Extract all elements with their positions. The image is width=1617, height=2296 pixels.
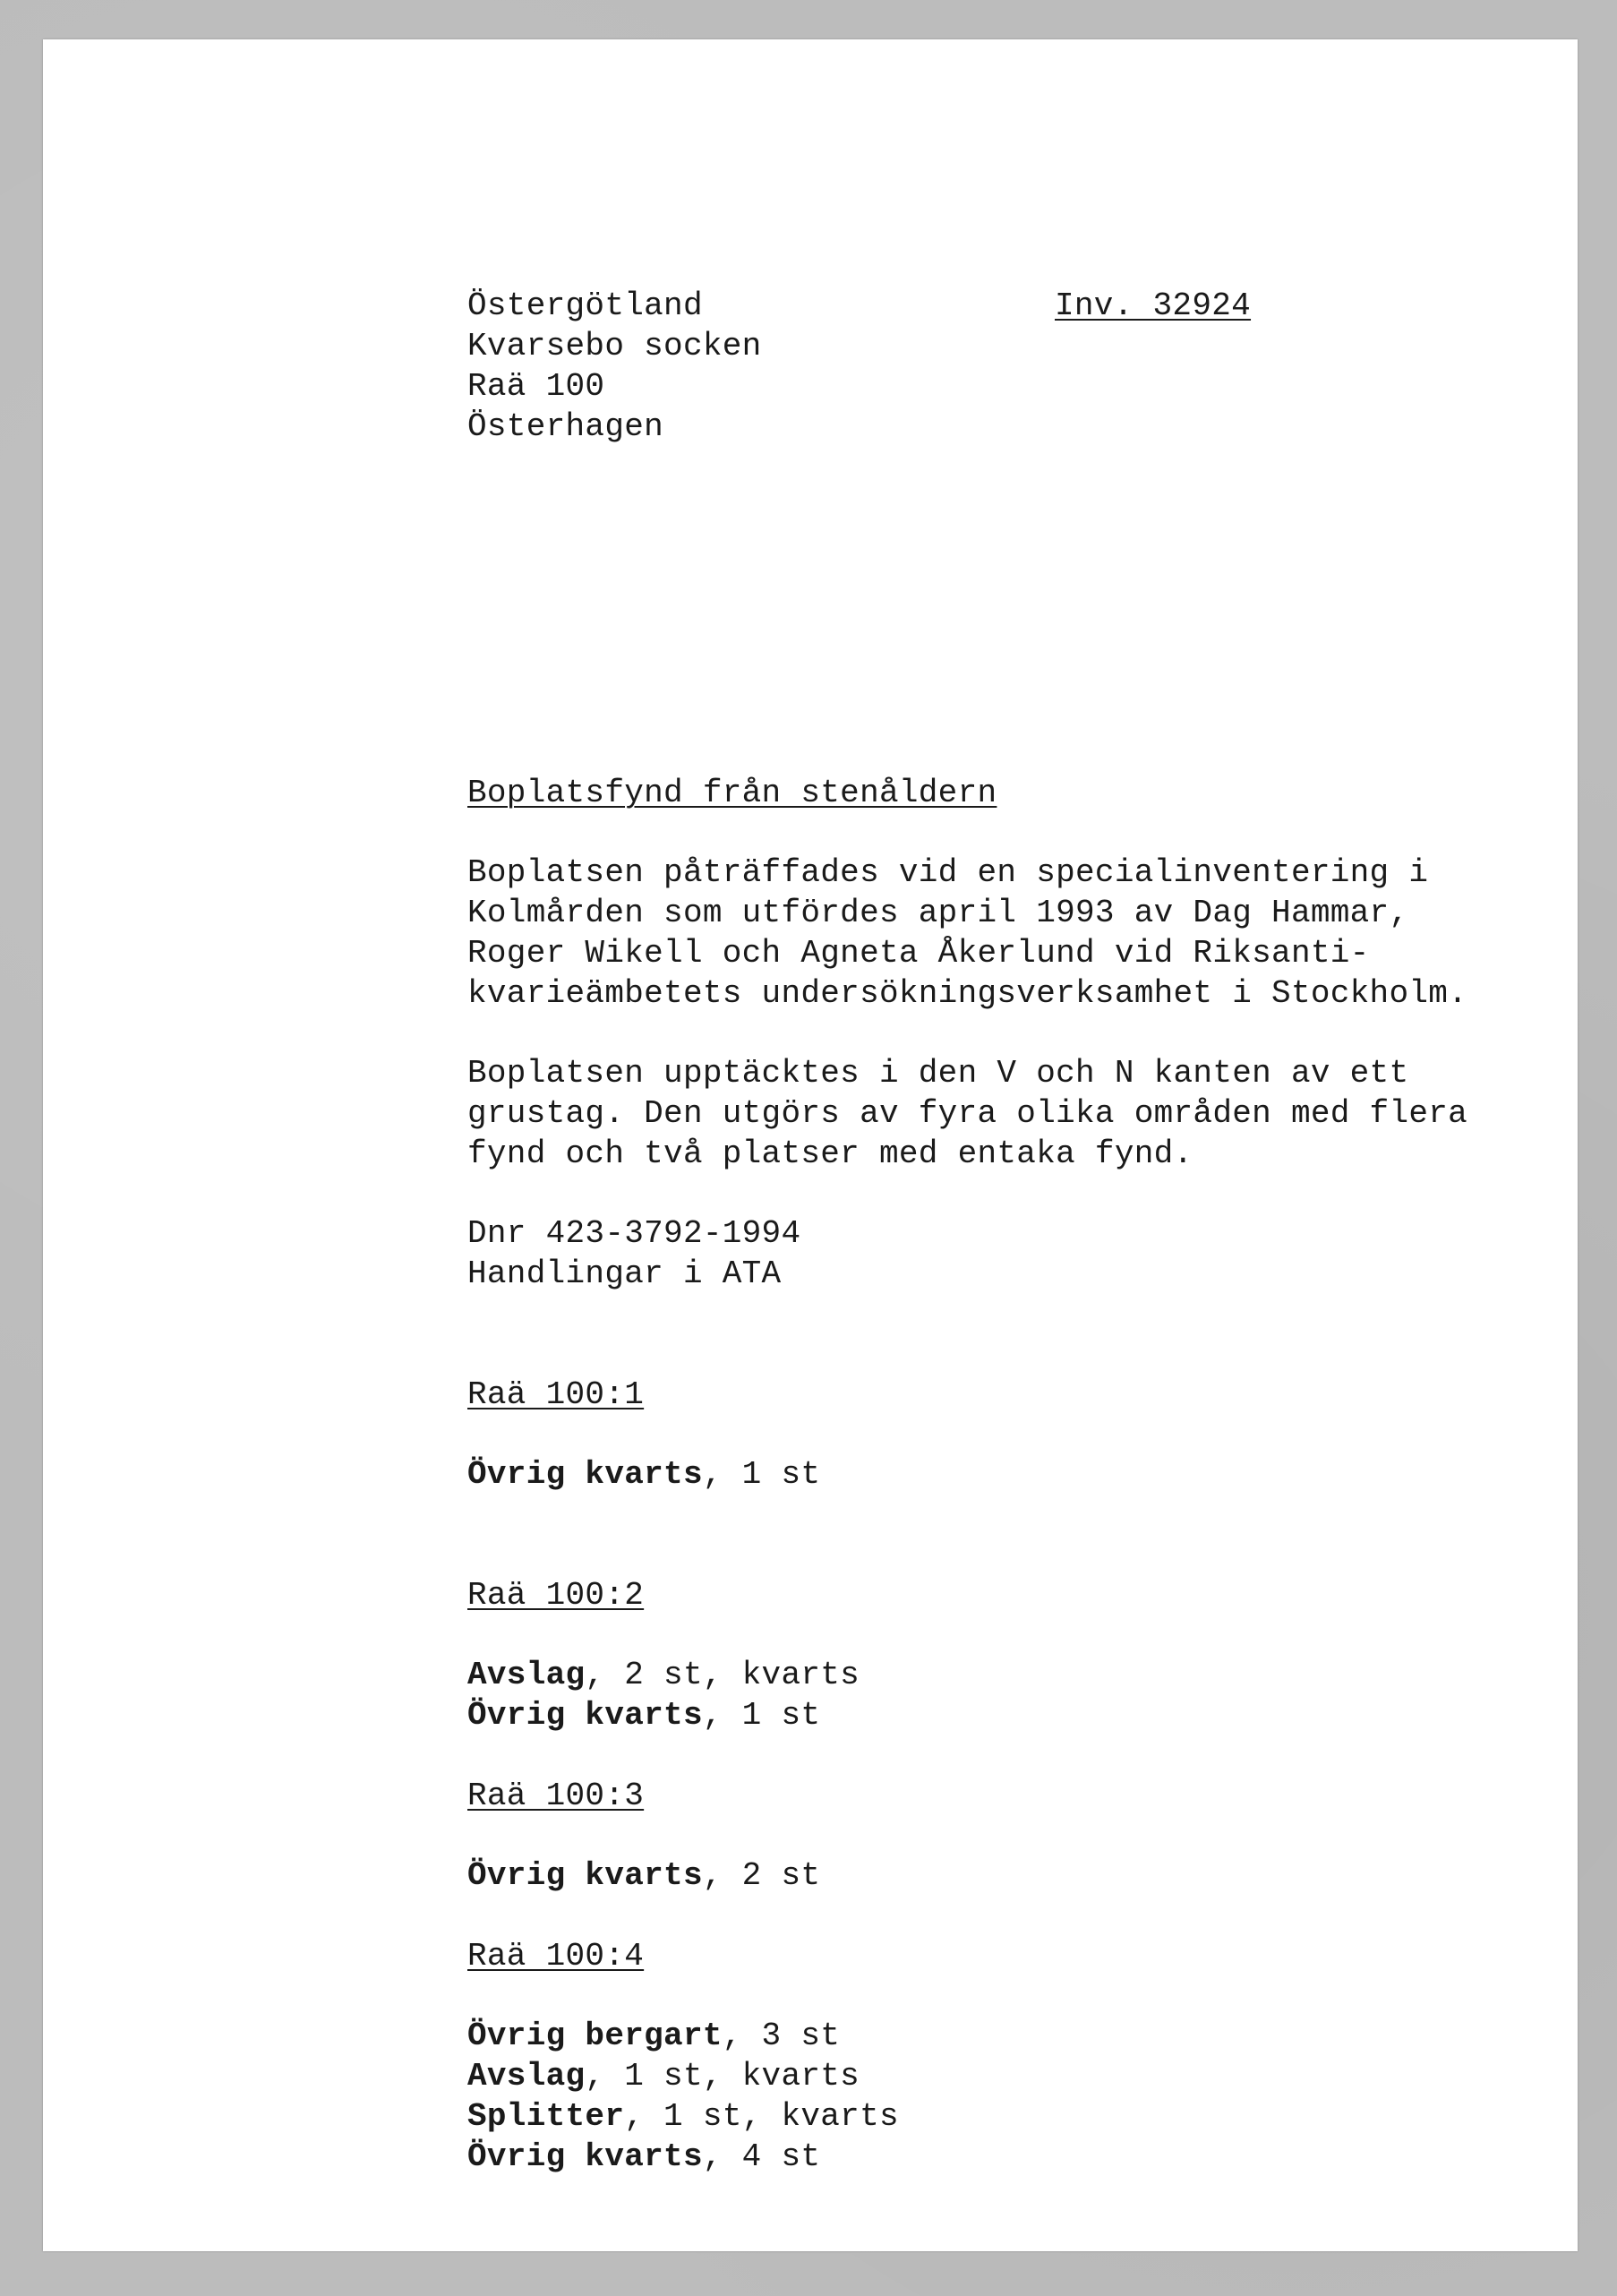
- find-name: Splitter: [467, 2098, 625, 2135]
- document-title: Boplatsfynd från stenåldern: [467, 775, 997, 811]
- paragraph-2-line: fynd och två platser med entaka fynd.: [467, 1135, 1194, 1172]
- region-name: Östergötland: [467, 287, 703, 324]
- find-item: [467, 1656, 860, 1695]
- find-detail: , 2 st, kvarts: [585, 1657, 860, 1693]
- find-detail: , 3 st: [722, 2018, 841, 2054]
- site-heading: Raä 100:3: [467, 1778, 645, 1814]
- find-detail: , 1 st: [702, 1697, 821, 1734]
- find-item: [467, 2097, 899, 2137]
- paragraph-1-line: Kolmården som utfördes april 1993 av Dag Hammar,: [467, 895, 1409, 931]
- find-detail: , 1 st, kvarts: [585, 2058, 860, 2095]
- find-name: Övrig kvarts: [467, 1697, 703, 1734]
- find-detail: , 1 st: [702, 1456, 821, 1493]
- inventory-number: Inv. 32924: [1055, 287, 1252, 324]
- paragraph-1-line: Roger Wikell och Agneta Åkerlund vid Riksanti-: [467, 935, 1370, 972]
- site-heading: Raä 100:1: [467, 1376, 645, 1413]
- paragraph-1-line: Boplatsen påträffades vid en specialinventering i: [467, 854, 1429, 891]
- find-name: Övrig kvarts: [467, 1857, 703, 1894]
- find-detail: , 2 st: [702, 1857, 821, 1894]
- parish-name: Kvarsebo socken: [467, 328, 762, 364]
- find-item: [467, 1696, 820, 1735]
- find-detail: , 1 st, kvarts: [624, 2098, 899, 2135]
- find-name: Övrig bergart: [467, 2018, 723, 2054]
- raa-number: Raä 100: [467, 368, 605, 405]
- paragraph-1-line: kvarieämbetets undersökningsverksamhet i Stockholm.: [467, 975, 1468, 1012]
- place-name: Österhagen: [467, 408, 664, 445]
- find-name: Avslag: [467, 2058, 586, 2095]
- find-detail: , 4 st: [702, 2138, 821, 2175]
- find-item: [467, 1455, 820, 1495]
- dnr-reference: Dnr 423-3792-1994: [467, 1215, 801, 1252]
- find-name: Övrig kvarts: [467, 2138, 703, 2175]
- paragraph-2-line: Boplatsen upptäcktes i den V och N kanten av ett: [467, 1055, 1409, 1092]
- document-page: [43, 39, 1578, 2251]
- find-item: [467, 2017, 840, 2056]
- find-item: [467, 2138, 820, 2177]
- site-heading: Raä 100:4: [467, 1938, 645, 1975]
- archive-reference: Handlingar i ATA: [467, 1255, 782, 1292]
- find-name: Avslag: [467, 1657, 586, 1693]
- find-item: [467, 1856, 820, 1896]
- find-name: Övrig kvarts: [467, 1456, 703, 1493]
- find-item: [467, 2057, 860, 2096]
- paragraph-2-line: grustag. Den utgörs av fyra olika områden med flera: [467, 1095, 1468, 1132]
- site-heading: Raä 100:2: [467, 1577, 645, 1614]
